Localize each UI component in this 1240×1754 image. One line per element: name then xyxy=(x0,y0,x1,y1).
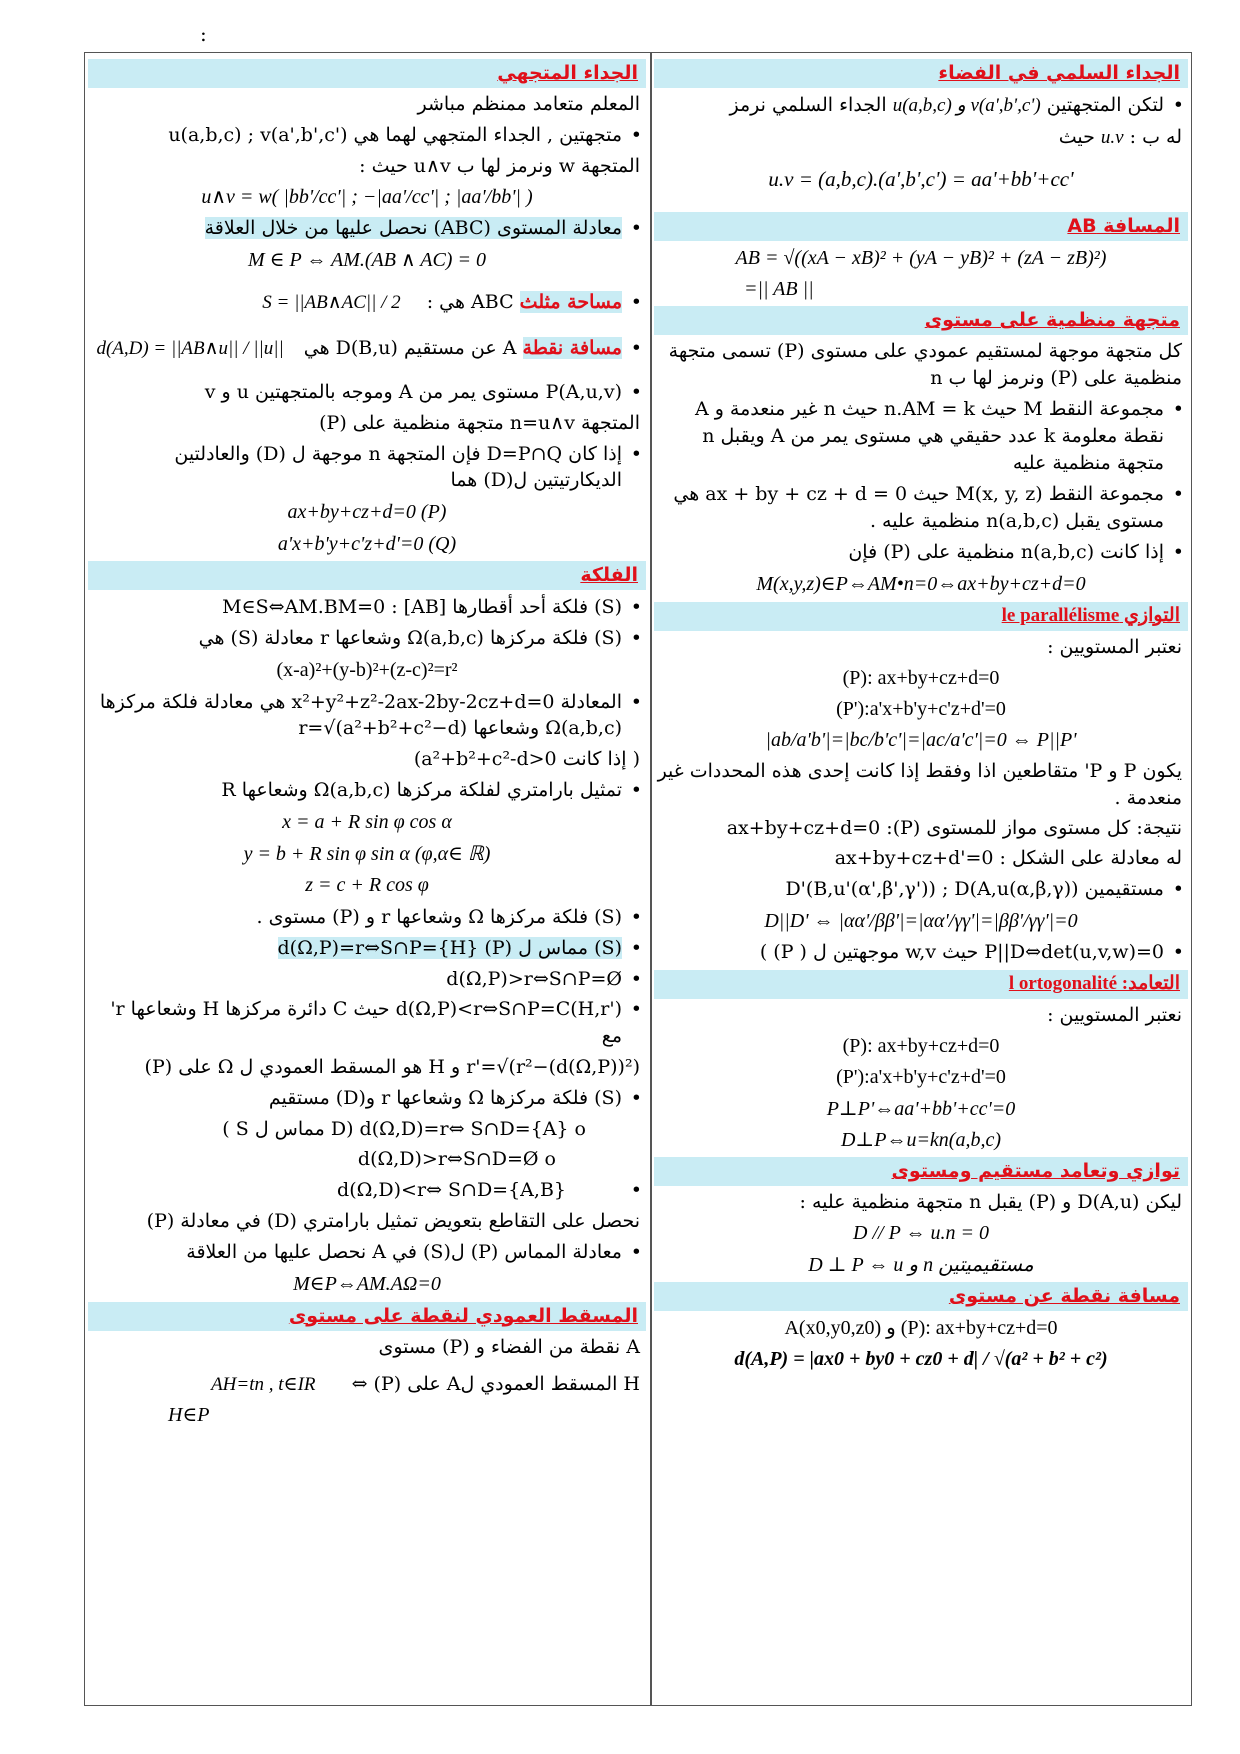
sphere-tangent-item xyxy=(88,935,646,962)
sphere-line-secant-note: نحصل على التقاطع بتعويض تمثيل بارامتري (D) في معادلة (P) xyxy=(146,1210,640,1233)
sphere-line-none: d(Ω,D)>r⇔S∩D=Ø o xyxy=(357,1148,556,1171)
sphere-condition: ( إذا كانت a²+b²+c²-d>0) xyxy=(413,748,640,771)
triangle-area-formula: S = ||AB∧AC|| / 2 xyxy=(262,291,401,313)
triangle-area-label: مساحة مثلث xyxy=(519,290,622,313)
tangent-plane-item: • معادلة المماس (P) ل(S) في A نحصل عليها من العلاقة xyxy=(88,1239,646,1266)
orthogonal-plane-2: (P'):a'x+b'y+c'z+d'=0 xyxy=(836,1066,1006,1089)
point-plane-heading: مسافة نقطة عن مستوى xyxy=(654,1282,1188,1311)
scalar-definition xyxy=(654,124,1188,152)
normal-formula: M(x,y,z)∈P⇔AM•n=0⇔ax+by+cz+d=0 xyxy=(756,573,1086,596)
normal-intro: كل متجهة موجهة لمستقيم عمودي على مستوى (P) تسمى متجهة منظمية على (P) ونرمز لها ب n xyxy=(668,340,1182,390)
sphere-param-item: • تمثيل بارامتري لفلكة مركزها Ω(a,b,c) وشعاعها R xyxy=(88,777,646,804)
right-column xyxy=(654,56,1188,1377)
intersection-system-2: a'x+b'y+c'z+d'=0 (Q) xyxy=(277,532,457,555)
point-line-distance-text: A عن مستقيم D(B,u) هي xyxy=(303,336,517,359)
sphere-param-y: y = b + R sin φ sin α (φ,α∈ ℝ) xyxy=(243,842,491,865)
intersection-system-1: ax+by+cz+d=0 (P) xyxy=(287,501,447,524)
line-plane-formula-2: D ⊥ P ⇔ u و n مستقيميتين xyxy=(808,1253,1034,1276)
sphere-diameter-item: • (S) فلكة أحد أقطارها [AB] : M∈S⇔AM.BM=0 xyxy=(88,594,646,621)
scalar-product-item xyxy=(654,92,1188,120)
sphere-general-item: • المعادلة x²+y²+z²-2ax-2by-2cz+d=0 هي معادلة فلكة مركزها Ω(a,b,c) وشعاعها r=√(a²+b²+c²−d) xyxy=(88,689,646,743)
parallel-intro: نعتبر المستويين : xyxy=(1047,635,1182,658)
left-column xyxy=(88,56,646,1433)
cross-intro: المعلم متعامد ممنظم مباشر xyxy=(417,92,640,115)
point-plane-data: A(x0,y0,z0) و (P): ax+by+cz+d=0 xyxy=(784,1317,1058,1340)
plane-directed-normal: المتجهة n=u∧v متجهة منظمية على (P) xyxy=(319,411,640,434)
cross-item-1: • متجهتين , الجداء المتجهي لهما هي u(a,b,c) ; v(a',b',c') xyxy=(88,122,646,149)
parallel-item-lines: • مستقيمين D'(B,u'(α',β',γ')) ; D(A,u(α,β,γ)) xyxy=(654,876,1188,903)
sphere-circle-item: • d(Ω,P)<r⇔S∩P=C(H,r') حيث C دائرة مركزها H وشعاعها r' مع xyxy=(88,996,646,1050)
triangle-area-item xyxy=(88,289,646,317)
parallel-text-1: يكون P و P' متقاطعين اذا وفقط إذا كانت إحدى هذه المحددات غير منعدمة . xyxy=(657,759,1182,809)
sphere-param-z: z = c + R cos φ xyxy=(305,874,429,897)
projection-system-2: H∈P xyxy=(168,1404,210,1427)
sphere-plane-item: • (S) فلكة مركزها Ω وشعاعها r و (P) مستوى . xyxy=(88,904,646,931)
scalar-vectors: u(a,b,c) و v(a',b',c') xyxy=(892,94,1041,116)
sphere-center-item: • (S) فلكة مركزها Ω(a,b,c) وشعاعها r معادلة (S) هي xyxy=(88,625,646,652)
tangent-plane-formula: M∈P⇔AM.AΩ=0 xyxy=(293,1273,441,1296)
sphere-heading: الفلكة xyxy=(88,561,646,590)
point-line-distance-label: مسافة نقطة xyxy=(522,336,622,359)
triangle-area-text: ABC هي : xyxy=(426,290,514,313)
scalar-text: لتكن المتجهتين xyxy=(1046,93,1164,116)
parallel-item-plane-line: • P||D⇔det(u,v,w)=0 حيث w,v موجهتين ل ( P) ) xyxy=(654,939,1188,966)
sphere-circle-radius: r'=√(r²−(d(Ω,P))²) و H هو المسقط العمودي ل Ω على (P) xyxy=(144,1056,640,1079)
plane-abc-text: معادلة المستوى (ABC) نحصل عليها من خلال العلاقة xyxy=(204,217,622,240)
line-plane-text: ليكن D(A,u) و (P) يقبل n متجهة منظمية عليه : xyxy=(799,1191,1182,1214)
plane-abc-item xyxy=(88,215,646,242)
scalar-formula: u.v = (a,b,c).(a',b',c') = aa'+bb'+cc' xyxy=(768,166,1074,191)
distance-norm: =|| AB || xyxy=(744,278,814,301)
distance-formula: AB = √((xA − xB)² + (yA − yB)² + (zA − zB)²) xyxy=(735,246,1107,269)
parallel-lines-formula: D||D' ⇔ |αα'/ββ'|=|αα'/γγ'|=|ββ'/γγ'|=0 xyxy=(764,909,1078,932)
point-plane-formula: d(A,P) = |ax0 + by0 + cz0 + d| / √(a² + b² + c²) xyxy=(734,1348,1108,1371)
orthogonal-formula-2: D⊥P⇔u=kn(a,b,c) xyxy=(840,1129,1002,1151)
scalar-product-heading: الجداء السلمي في الفضاء xyxy=(654,59,1188,88)
scalar-dot: u.v xyxy=(1100,126,1124,148)
orthogonal-plane-1: (P): ax+by+cz+d=0 xyxy=(842,1034,1000,1057)
scalar-text-4: حيث xyxy=(1058,125,1095,148)
cross-product-heading: الجداء المتجهي xyxy=(88,59,646,88)
point-line-distance-formula: d(A,D) = ||AB∧u|| / ||u|| xyxy=(96,337,284,359)
projection-text-1: A نقطة من الفضاء و (P) مستوى xyxy=(378,1335,640,1358)
sphere-tangent-text: (S) مماس ل (P) d(Ω,P)=r⇔S∩P={H} xyxy=(277,936,622,959)
projection-system-1: AH=tn , t∈IR xyxy=(211,1373,316,1395)
point-line-distance-item xyxy=(88,335,646,363)
plane-intersection-item: • إذا كان D=P∩Q فإن المتجهة n موجهة ل (D) والعادلتين الديكارتيتين ل(D) هما xyxy=(88,441,646,495)
column-divider xyxy=(650,52,652,1706)
parallel-text-3: له معادلة على الشكل : ax+by+cz+d'=0 xyxy=(834,846,1182,869)
sphere-param-x: x = a + R sin φ cos α xyxy=(282,811,452,834)
projection-heading: المسقط العمودي لنقطة على مستوى xyxy=(88,1302,646,1331)
plane-directed-item: • P(A,u,v) مستوى يمر من A وموجه بالمتجهتين u و v xyxy=(88,379,646,406)
normal-item-2: • مجموعة النقط M(x, y, z) حيث ax + by + cz + d = 0 هي مستوى يقبل n(a,b,c) منظمية عليه . xyxy=(654,481,1188,535)
cross-item-1b: المتجهة w ونرمز لها ب u∧v حيث : xyxy=(359,154,640,177)
scalar-text-2: الجداء السلمي نرمز xyxy=(729,93,887,116)
distance-heading: المسافة AB xyxy=(654,212,1188,241)
sphere-equation: (x-a)²+(y-b)²+(z-c)²=r² xyxy=(276,659,458,682)
line-plane-formula-1: D // P ⇔ u.n = 0 xyxy=(853,1222,989,1245)
top-mark: : xyxy=(200,22,207,46)
normal-vector-heading: متجهة منظمية على مستوى xyxy=(654,306,1188,335)
cross-formula: u∧v = w( |bb'/cc'| ; −|aa'/cc'| ; |aa'/bb'| ) xyxy=(201,185,533,208)
orthogonal-intro: نعتبر المستويين : xyxy=(1047,1003,1182,1026)
sphere-line-tangent: d(Ω,D)=r⇔ S∩D={A} o (D مماس ل S ) xyxy=(222,1118,586,1141)
parallel-text-2: نتيجة: كل مستوى مواز للمستوى (P): ax+by+cz+d=0 xyxy=(726,816,1182,839)
sphere-no-intersection-item: • d(Ω,P)>r⇔S∩P=Ø xyxy=(88,966,646,993)
scalar-text-3: له ب : xyxy=(1129,125,1182,148)
plane-abc-formula: M ∈ P ⇔ AM.(AB ∧ AC) = 0 xyxy=(248,249,486,272)
projection-text-2 xyxy=(88,1371,646,1399)
parallel-plane-2: (P'):a'x+b'y+c'z+d'=0 xyxy=(836,697,1006,720)
parallel-heading: التوازي le parallélisme xyxy=(654,602,1188,631)
parallel-determinants: |ab/a'b'|=|bc/b'c'|=|ac/a'c'|=0 ⇔ P||P' xyxy=(765,729,1077,752)
orthogonal-formula-1: P⊥P'⇔aa'+bb'+cc'=0 xyxy=(826,1097,1016,1120)
sphere-line-item: • (S) فلكة مركزها Ω وشعاعها r و(D) مستقيم xyxy=(88,1085,646,1112)
orthogonal-heading: التعامد: l ortogonalité xyxy=(654,970,1188,999)
normal-item-3: • إذا كانت n(a,b,c) منظمية على (P) فإن xyxy=(654,539,1188,566)
line-plane-heading: توازي وتعامد مستقيم ومستوى xyxy=(654,1157,1188,1186)
sphere-line-secant-item: • d(Ω,D)<r⇔ S∩D={A,B} xyxy=(88,1177,646,1204)
normal-item-1: • مجموعة النقط M حيث n.AM = k حيث n غير منعدمة و A نقطة معلومة k عدد حقيقي هي مستوى يمر من A ويقبل n متجهة منظمية عليه xyxy=(654,396,1188,477)
projection-text-2-label: H المسقط العمودي لA على (P) ⇔ xyxy=(351,1372,640,1395)
parallel-plane-1: (P): ax+by+cz+d=0 xyxy=(842,666,1000,689)
